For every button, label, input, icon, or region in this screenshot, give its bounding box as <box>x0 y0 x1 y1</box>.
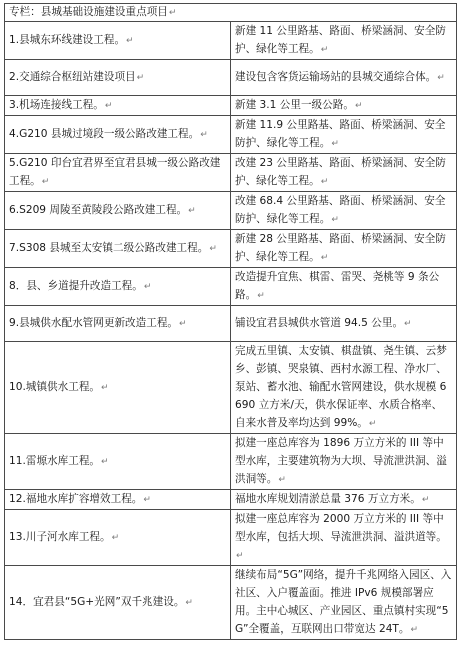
project-description: 拟建一座总库容为 2000 万立方米的 III 等中型水库，包括大坝、导流泄洪洞、溢洪道等。 <box>235 513 447 543</box>
project-description-cell <box>231 490 457 510</box>
project-name-cell <box>5 22 231 60</box>
project-row <box>5 96 457 116</box>
table-header-row <box>5 4 457 22</box>
project-name: 4.G210 县城过境段一级公路改建工程。 <box>9 128 200 140</box>
paragraph-mark-icon: ↵ <box>111 533 120 543</box>
project-description-cell <box>231 60 457 96</box>
project-row <box>5 566 457 640</box>
paragraph-mark-icon: ↵ <box>236 551 244 561</box>
project-description: 新建 11 公里路基、路面、桥梁涵洞、安全防护、绿化等工程。 <box>235 25 446 55</box>
project-name: 13.川子河水库工程。 <box>9 531 111 543</box>
project-row <box>5 510 457 566</box>
paragraph-mark-icon: ↵ <box>320 45 329 55</box>
paragraph-mark-icon: ↵ <box>331 139 339 149</box>
project-description-cell <box>231 268 457 306</box>
project-description-cell <box>231 154 457 192</box>
project-description-cell <box>231 566 457 640</box>
project-table-body <box>5 4 457 640</box>
project-row <box>5 342 457 434</box>
project-description: 建设包含客货运输场站的县城交通综合体。 <box>235 71 437 83</box>
project-name-cell <box>5 116 231 154</box>
project-name: 12.福地水库扩容增效工程。 <box>9 493 143 505</box>
project-row <box>5 490 457 510</box>
project-name: 14．宜君县“5G+光网”双千兆建设。 <box>9 596 185 608</box>
paragraph-mark-icon: ↵ <box>104 101 113 111</box>
paragraph-mark-icon: ↵ <box>320 177 329 187</box>
project-description: 改建 68.4 公里路基、路面、桥梁涵洞、安全防护、绿化等工程。 <box>235 195 446 225</box>
project-name-cell <box>5 306 231 342</box>
project-description-cell <box>231 434 457 490</box>
project-name-cell <box>5 566 231 640</box>
project-name-cell <box>5 60 231 96</box>
project-description: 拟建一座总库容为 1896 万立方米的 III 等中型水库，主要建筑物为大坝、导流泄洪洞、溢洪洞等。 <box>235 437 447 485</box>
project-name: 5.G210 印台宜君界至宜君县城一级公路改建工程。 <box>9 157 221 187</box>
project-document <box>4 3 457 640</box>
project-description-cell <box>231 96 457 116</box>
project-name-cell <box>5 434 231 490</box>
paragraph-mark-icon: ↵ <box>437 73 445 83</box>
project-name-cell <box>5 510 231 566</box>
paragraph-mark-icon: ↵ <box>200 130 208 140</box>
paragraph-mark-icon: ↵ <box>179 319 187 329</box>
project-row <box>5 60 457 96</box>
paragraph-mark-icon: ↵ <box>101 383 109 393</box>
paragraph-mark-icon: ↵ <box>421 495 430 505</box>
paragraph-mark-icon: ↵ <box>404 319 412 329</box>
paragraph-mark-icon: ↵ <box>320 253 329 263</box>
project-name: 7.S308 县城至太安镇二级公路改建工程。 <box>9 242 209 254</box>
project-description-cell <box>231 306 457 342</box>
project-description: 铺设宜君县城供水管道 94.5 公里。 <box>235 317 404 329</box>
project-name: 6.S209 周陵至黄陵段公路改建工程。 <box>9 204 188 216</box>
paragraph-mark-icon: ↵ <box>257 291 265 301</box>
project-description-cell <box>231 230 457 268</box>
project-name-cell <box>5 96 231 116</box>
project-name-cell <box>5 154 231 192</box>
project-row <box>5 268 457 306</box>
project-name-cell <box>5 268 231 306</box>
project-row <box>5 154 457 192</box>
project-row <box>5 116 457 154</box>
paragraph-mark-icon: ↵ <box>41 177 50 187</box>
project-description-cell <box>231 342 457 434</box>
project-description: 新建 28 公里路基、路面、桥梁涵洞、安全防护、绿化等工程。 <box>235 233 446 263</box>
paragraph-mark-icon: ↵ <box>185 598 193 608</box>
project-name: 9.县城供水配水管网更新改造工程。 <box>9 317 179 329</box>
project-name: 1.县城东环线建设工程。 <box>9 34 126 46</box>
project-name: 11.雷塬水库工程。 <box>9 455 101 467</box>
paragraph-mark-icon: ↵ <box>209 244 217 254</box>
project-name-cell <box>5 490 231 510</box>
project-name-cell <box>5 230 231 268</box>
paragraph-mark-icon: ↵ <box>168 8 177 18</box>
project-row <box>5 22 457 60</box>
project-description: 改建 23 公里路基、路面、桥梁涵洞、安全防护、绿化等工程。 <box>235 157 446 187</box>
paragraph-mark-icon: ↵ <box>136 73 145 83</box>
project-description: 新建 3.1 公里一级公路。 <box>235 99 354 111</box>
project-row <box>5 192 457 230</box>
project-name-cell <box>5 192 231 230</box>
project-row <box>5 230 457 268</box>
project-description-cell <box>231 192 457 230</box>
paragraph-mark-icon: ↵ <box>126 36 134 46</box>
project-name-cell <box>5 342 231 434</box>
project-name: 10.城镇供水工程。 <box>9 381 101 393</box>
project-description: 继续布局“5G”网络，提升千兆网络入园区、入社区、入户覆盖面。推进 IPv6 规模部署应用。主中心城区、产业园区、重点镇村实现“5G”全覆盖，互联网出口带宽达 24T。 <box>235 569 452 635</box>
project-description-cell <box>231 510 457 566</box>
project-name: 8．县、乡道提升改造工程。 <box>9 280 143 292</box>
project-description: 新建 11.9 公里路基、路面、桥梁涵洞、安全防护、绿化等工程。 <box>235 119 446 149</box>
project-description: 福地水库规划清淤总量 376 万立方米。 <box>235 493 421 505</box>
project-name: 2.交通综合枢纽站建设项目 <box>9 71 136 83</box>
paragraph-mark-icon: ↵ <box>410 625 419 635</box>
project-row <box>5 434 457 490</box>
paragraph-mark-icon: ↵ <box>354 101 363 111</box>
project-description: 完成五里镇、太安镇、棋盘镇、尧生镇、云梦乡、彭镇、哭泉镇、西村水源工程、净水厂、泵站、蓄水池、输配水管网建设，供水规模 6690 立方米/天，供水保证率、水质合格率、自来水普及率均达到 99%。 <box>235 345 447 429</box>
table-header-text: 专栏：县城基础设施建设重点项目 <box>9 6 168 18</box>
table-header-cell <box>5 4 457 22</box>
project-row <box>5 306 457 342</box>
project-description-cell <box>231 116 457 154</box>
project-description-cell <box>231 22 457 60</box>
paragraph-mark-icon: ↵ <box>101 457 109 467</box>
project-description: 改造提升宜焦、棋雷、雷哭、尧桃等 9 条公路。 <box>235 271 440 301</box>
paragraph-mark-icon: ↵ <box>143 495 151 505</box>
paragraph-mark-icon: ↵ <box>368 419 377 429</box>
paragraph-mark-icon: ↵ <box>278 475 286 485</box>
paragraph-mark-icon: ↵ <box>331 215 339 225</box>
paragraph-mark-icon: ↵ <box>188 206 196 216</box>
project-table <box>4 3 457 640</box>
paragraph-mark-icon: ↵ <box>143 282 152 292</box>
project-name: 3.机场连接线工程。 <box>9 99 104 111</box>
